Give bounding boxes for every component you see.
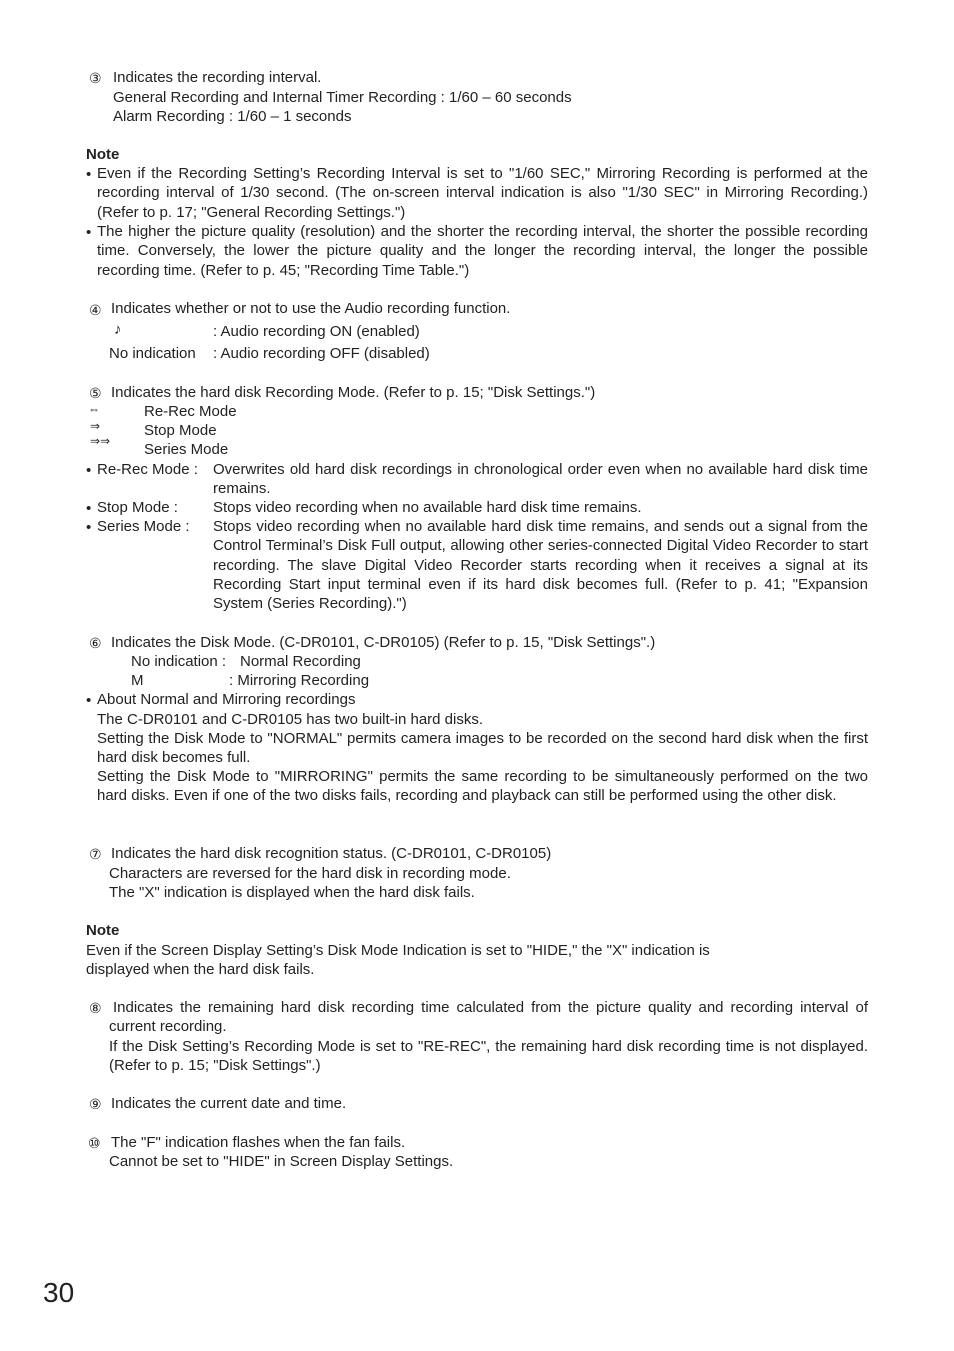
section8-paragraph1: Indicates the remaining hard disk recording time calculated from the picture quality and recording interval of current recording. xyxy=(109,999,868,1036)
item-number-3: ③ xyxy=(89,70,102,86)
item-number-10: ⑩ xyxy=(88,1135,101,1151)
bullet: • xyxy=(86,519,92,536)
note2-line1: Even if the Screen Display Setting’s Disk Mode Indication is set to "HIDE," the "X" indication is xyxy=(86,942,710,959)
section3-line1: General Recording and Internal Timer Recording : 1/60 – 60 seconds xyxy=(113,89,572,106)
note2-line2: displayed when the hard disk fails. xyxy=(86,961,315,978)
music-note-icon: ♪ xyxy=(114,321,122,338)
page-number: 30 xyxy=(43,1277,75,1308)
item-number-4: ④ xyxy=(89,302,102,318)
section3-line2: Alarm Recording : 1/60 – 1 seconds xyxy=(113,108,352,125)
section6-heading: Indicates the Disk Mode. (C-DR0101, C-DR0105) (Refer to p. 15, "Disk Settings".) xyxy=(111,634,656,651)
section3-heading: Indicates the recording interval. xyxy=(113,69,322,86)
bullet: • xyxy=(86,166,92,183)
bullet: • xyxy=(86,500,92,517)
stop-arrow-icon: ⇒ xyxy=(90,419,101,433)
item-number-7: ⑦ xyxy=(89,846,102,862)
section8-paragraph2: If the Disk Setting’s Recording Mode is set to "RE-REC", the remaining hard disk recording time is not displayed.(Refer to p. 15; "Disk Settings".) xyxy=(109,1038,868,1075)
rerec-description: Overwrites old hard disk recordings in chronological order even when no available hard disk time remains. xyxy=(213,461,868,498)
bullet: • xyxy=(86,224,92,241)
series-mode-label: Series Mode xyxy=(144,441,229,458)
bullet: • xyxy=(86,692,92,709)
section10-heading: The "F" indication flashes when the fan fails. xyxy=(111,1134,406,1151)
rerec-mode-label: Re-Rec Mode xyxy=(144,403,237,420)
series-bullet-label: Series Mode : xyxy=(97,518,190,535)
no-indication-label: No indication : xyxy=(131,653,227,670)
section4-heading: Indicates whether or not to use the Audio recording function. xyxy=(111,300,511,317)
m-label: M xyxy=(131,672,144,689)
section9-heading: Indicates the current date and time. xyxy=(111,1095,347,1112)
section7-heading: Indicates the hard disk recognition status. (C-DR0101, C-DR0105) xyxy=(111,845,552,862)
section5-heading: Indicates the hard disk Recording Mode. (Refer to p. 15; "Disk Settings.") xyxy=(111,384,596,401)
stop-mode-label: Stop Mode xyxy=(144,422,217,439)
about-paragraph3: Setting the Disk Mode to "MIRRORING" permits the same recording to be simultaneously performed on the two hard disks. Even if one of the two disks fails, recording and playback can still be performed using the other disk. xyxy=(97,768,868,805)
note2-title: Note xyxy=(86,922,120,939)
series-description: Stops video recording when no available hard disk time remains, and sends out a signal from the Control Terminal’s Disk Full output, allowing other series-connected Digital Video Recorder to start recording. The slave Digital Video Recorder starts recording when it receives a signal at its Recording Start input terminal even if its hard disk becomes full. (Refer to p. 41; "Expansion System (Series Recording).") xyxy=(213,518,868,613)
stop-description: Stops video recording when no available hard disk time remains. xyxy=(213,499,642,516)
item-number-5: ⑤ xyxy=(89,385,102,401)
item-number-9: ⑨ xyxy=(89,1096,102,1112)
note1-bullet1: Even if the Recording Setting’s Recording Interval is set to "1/60 SEC," Mirroring Recording is performed at the recording interval of 1/30 second. (The on-screen interval indication is also "1/30 SEC" in Mirroring Recording.) (Refer to p. 17; "General Recording Settings.") xyxy=(97,165,868,221)
audio-on-text: : Audio recording ON (enabled) xyxy=(213,323,420,340)
series-arrow-icon: ⇒⇒ xyxy=(90,434,111,448)
rerec-arrow-icon: ⇔ xyxy=(88,402,100,416)
item-number-6: ⑥ xyxy=(89,635,102,651)
stop-bullet-label: Stop Mode : xyxy=(97,499,178,516)
mirroring-recording-text: : Mirroring Recording xyxy=(229,672,370,689)
about-paragraph2: Setting the Disk Mode to "NORMAL" permits camera images to be recorded on the second hard disk when the first hard disk becomes full. xyxy=(97,730,868,767)
about-paragraph1: The C-DR0101 and C-DR0105 has two built-in hard disks. xyxy=(97,711,484,728)
section7-line1: Characters are reversed for the hard disk in recording mode. xyxy=(109,865,511,882)
section7-line2: The "X" indication is displayed when the hard disk fails. xyxy=(109,884,475,901)
note1-title: Note xyxy=(86,146,120,163)
about-recordings-heading: About Normal and Mirroring recordings xyxy=(97,691,356,708)
no-indication-label: No indication xyxy=(109,345,196,362)
rerec-bullet-label: Re-Rec Mode : xyxy=(97,461,198,478)
item-number-8: ⑧ xyxy=(89,1000,102,1016)
normal-recording-text: Normal Recording xyxy=(240,653,361,670)
audio-off-text: : Audio recording OFF (disabled) xyxy=(213,345,430,362)
bullet: • xyxy=(86,462,92,479)
note1-bullet2: The higher the picture quality (resolution) and the shorter the recording interval, the shorter the possible recording time. Conversely, the lower the picture quality and the longer the recording interval, the longer the possible recording time. (Refer to p. 45; "Recording Time Table.") xyxy=(97,223,868,279)
section10-line1: Cannot be set to "HIDE" in Screen Display Settings. xyxy=(109,1153,454,1170)
